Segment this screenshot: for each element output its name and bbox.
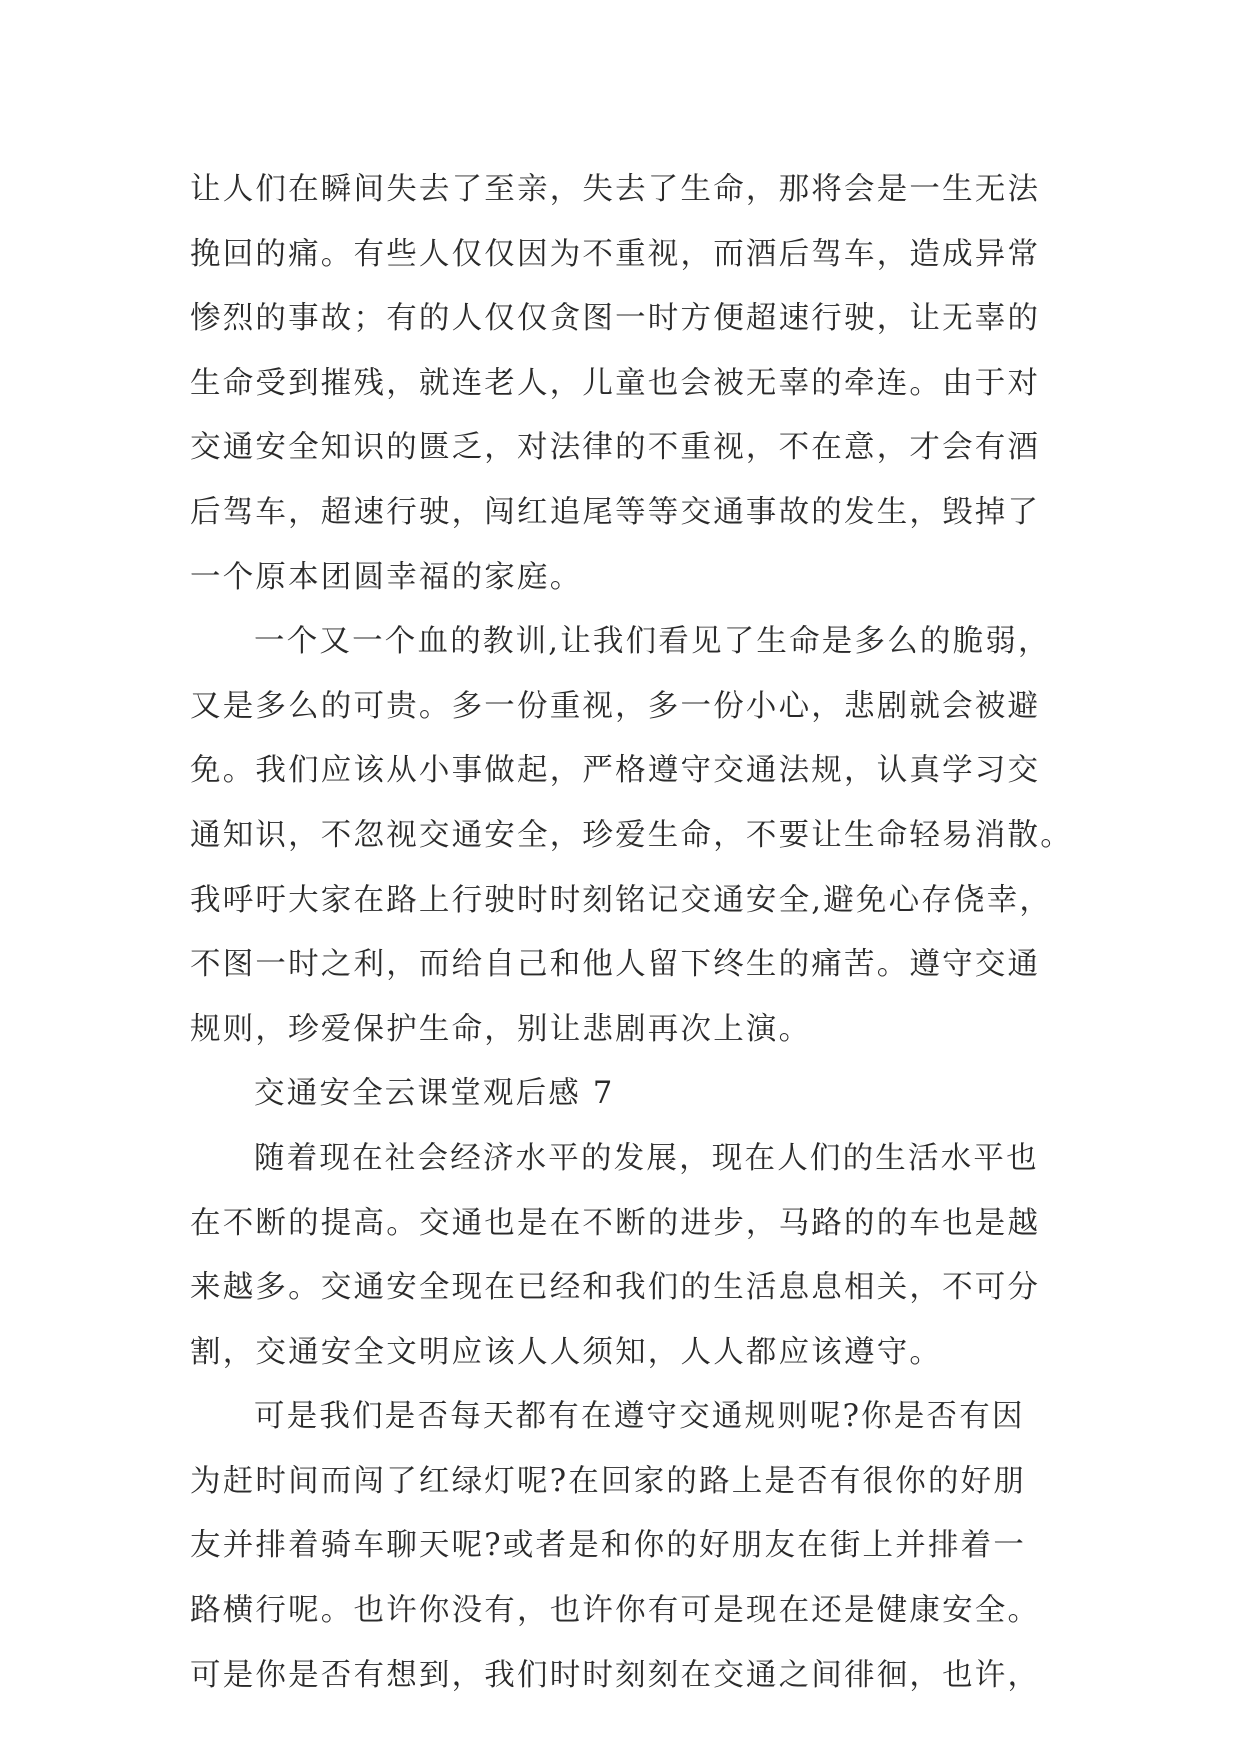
- text-line: 为赶时间而闯了红绿灯呢?在回家的路上是否有很你的好朋: [190, 1463, 1027, 1499]
- text-line: 通知识，不忽视交通安全，珍爱生命，不要让生命轻易消散。: [190, 817, 1073, 853]
- text-line: 让人们在瞬间失去了至亲，失去了生命，那将会是一生无法: [190, 172, 1041, 207]
- document-body: [190, 158, 1073, 1708]
- text-line: 可是你是否有想到，我们时时刻刻在交通之间徘徊，也许，: [190, 1657, 1041, 1693]
- text-line: 我呼吁大家在路上行驶时时刻铭记交通安全,避免心存侥幸，: [190, 882, 1053, 918]
- text-line: 友并排着骑车聊天呢?或者是和你的好朋友在街上并排着一: [190, 1528, 1027, 1564]
- paragraph-questions: [190, 1385, 1070, 1708]
- text-line: 一个原本团圆幸福的家庭。: [190, 559, 583, 595]
- section-heading: [190, 1062, 1070, 1127]
- text-line: 生命受到摧残，就连老人，儿童也会被无辜的牵连。由于对: [190, 365, 1041, 401]
- paragraph-development: [190, 1127, 1070, 1385]
- text-line: 可是我们是否每天都有在遵守交通规则呢?你是否有因: [254, 1399, 1025, 1435]
- text-line: 惨烈的事故；有的人仅仅贪图一时方便超速行驶，让无辜的: [190, 301, 1041, 337]
- text-line: 规则，珍爱保护生命，别让悲剧再次上演。: [190, 1011, 812, 1047]
- text-line: 一个又一个血的教训,让我们看见了生命是多么的脆弱，: [254, 624, 1051, 660]
- text-line: 来越多。交通安全现在已经和我们的生活息息相关，不可分: [190, 1270, 1041, 1306]
- text-line: 随着现在社会经济水平的发展，现在人们的生活水平也: [254, 1140, 1039, 1176]
- text-line: 割，交通安全文明应该人人须知，人人都应该遵守。: [190, 1334, 943, 1370]
- text-line: 又是多么的可贵。多一份重视，多一份小心，悲剧就会被避: [190, 688, 1041, 724]
- section-title: 交通安全云课堂观后感 7: [254, 1076, 615, 1112]
- text-line: 交通安全知识的匮乏，对法律的不重视，不在意，才会有酒: [190, 430, 1041, 466]
- text-line: 挽回的痛。有些人仅仅因为不重视，而酒后驾车，造成异常: [190, 236, 1041, 272]
- text-line: 免。我们应该从小事做起，严格遵守交通法规，认真学习交: [190, 753, 1041, 789]
- text-line: 在不断的提高。交通也是在不断的进步，马路的的车也是越: [190, 1205, 1041, 1241]
- text-line: 不图一时之利，而给自己和他人留下终生的痛苦。遵守交通: [190, 947, 1041, 983]
- paragraph-lesson: [190, 610, 1073, 1062]
- paragraph-intro-continuation: [190, 158, 1070, 610]
- text-line: 路横行呢。也许你没有，也许你有可是现在还是健康安全。: [190, 1593, 1041, 1629]
- text-line: 后驾车，超速行驶，闯红追尾等等交通事故的发生，毁掉了: [190, 494, 1041, 530]
